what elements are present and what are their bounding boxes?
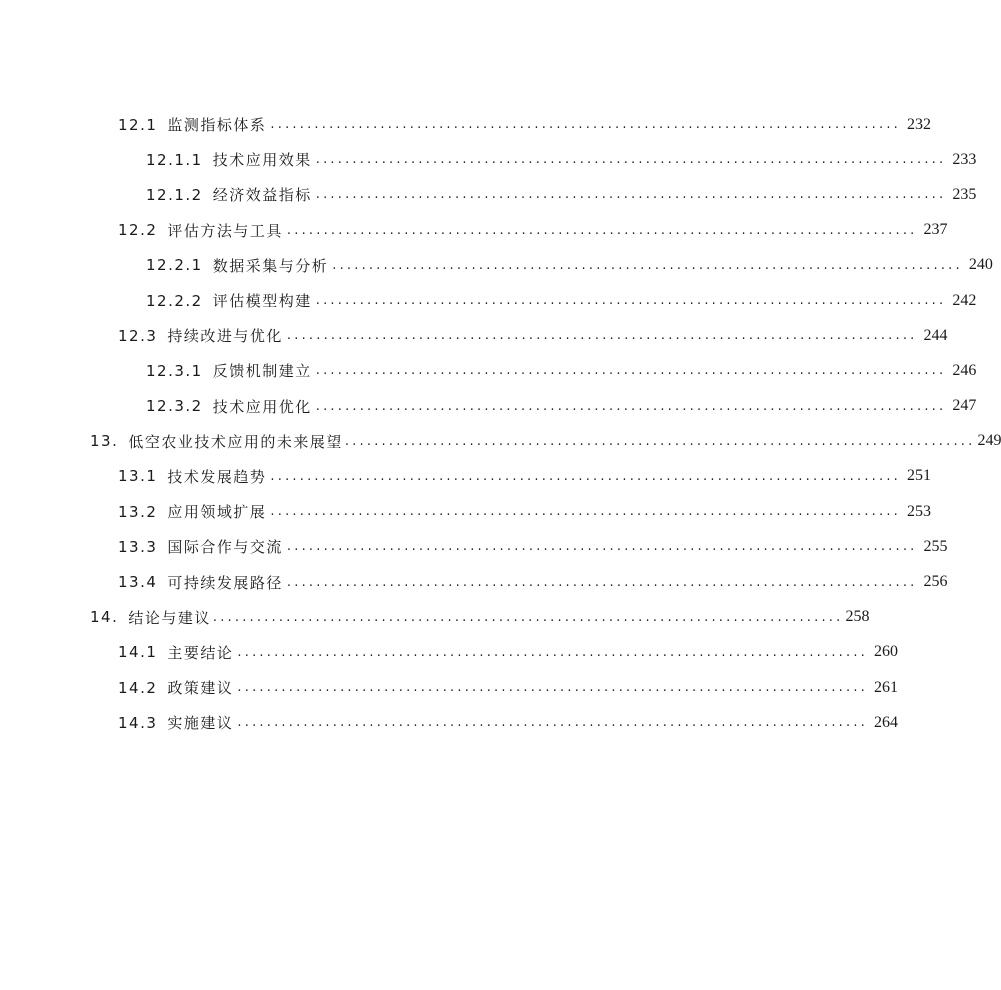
toc-entry-page: 261	[874, 678, 899, 696]
toc-entry-13-1[interactable]	[0, 459, 932, 494]
toc-entry-title: 低空农业技术应用的未来展望	[128, 432, 343, 451]
toc-entry-title: 评估模型构建	[212, 292, 312, 311]
toc-entry-number: 13.3	[118, 537, 158, 556]
toc-entry-number: 12.3.2	[146, 397, 203, 416]
toc-leader-dots: ......................................................................................	[315, 152, 947, 168]
toc-leader-dots: ......................................................................................	[270, 468, 902, 484]
toc-entry-page: 251	[907, 467, 932, 485]
toc-entry-12-3-1[interactable]	[0, 353, 977, 388]
toc-entry-14[interactable]	[0, 600, 870, 635]
toc-entry-page: 244	[923, 326, 948, 344]
toc-entry-page: 232	[907, 115, 932, 133]
toc-leader-dots: ......................................................................................	[286, 539, 918, 555]
toc-entry-number: 12.2	[118, 221, 158, 240]
toc-leader-dots: ......................................................................................	[315, 293, 947, 309]
toc-leader-dots: ......................................................................................	[344, 433, 976, 449]
toc-entry-title: 持续改进与优化	[167, 327, 283, 346]
toc-entry-title: 国际合作与交流	[167, 538, 283, 557]
toc-leader-dots: ......................................................................................	[315, 363, 947, 379]
toc-entry-title: 政策建议	[167, 679, 234, 698]
toc-entry-title: 实施建议	[167, 714, 234, 733]
toc-entry-12-3-2[interactable]	[0, 389, 977, 424]
toc-entry-page: 235	[952, 185, 977, 203]
toc-entry-title: 监测指标体系	[167, 116, 267, 135]
toc-entry-title: 结论与建议	[128, 608, 211, 627]
toc-entry-14-2[interactable]	[0, 670, 899, 705]
toc-entry-title: 数据采集与分析	[212, 256, 329, 275]
toc-leader-dots: ......................................................................................	[286, 222, 918, 238]
toc-entry-title: 技术应用优化	[212, 397, 312, 416]
toc-entry-13-2[interactable]	[0, 494, 932, 529]
toc-entry-12-2-2[interactable]	[0, 283, 977, 318]
toc-entry-number: 12.1	[118, 115, 158, 134]
toc-leader-dots: ......................................................................................	[237, 644, 869, 660]
toc-entry-page: 255	[923, 537, 948, 555]
toc-entry-title: 可持续发展路径	[167, 573, 283, 592]
toc-leader-dots: ......................................................................................	[212, 609, 844, 625]
toc-entry-page: 237	[923, 221, 948, 239]
toc-leader-dots: ......................................................................................	[237, 715, 869, 731]
toc-entry-title: 技术发展趋势	[167, 467, 267, 486]
toc-entry-14-1[interactable]	[0, 635, 899, 670]
table-of-contents	[0, 107, 1001, 740]
toc-leader-dots: ......................................................................................	[332, 257, 963, 273]
toc-entry-12-3[interactable]	[0, 318, 948, 353]
toc-leader-dots: ......................................................................................	[270, 504, 902, 520]
toc-entry-13[interactable]	[0, 424, 1001, 459]
toc-leader-dots: ......................................................................................	[286, 574, 918, 590]
toc-leader-dots: ......................................................................................	[270, 117, 902, 133]
toc-entry-title: 经济效益指标	[212, 186, 312, 205]
toc-entry-number: 13.1	[118, 467, 158, 486]
toc-entry-page: 240	[968, 256, 993, 274]
toc-entry-page: 253	[907, 502, 932, 520]
toc-entry-page: 249	[977, 432, 1001, 450]
toc-entry-title: 评估方法与工具	[167, 221, 283, 240]
toc-leader-dots: ......................................................................................	[315, 398, 947, 414]
toc-leader-dots: ......................................................................................	[315, 187, 947, 203]
toc-entry-number: 14.	[90, 608, 119, 627]
toc-leader-dots: ......................................................................................	[237, 680, 869, 696]
toc-entry-number: 13.2	[118, 502, 158, 521]
toc-entry-number: 12.2.2	[146, 291, 203, 310]
toc-entry-number: 14.3	[118, 713, 158, 732]
toc-entry-number: 12.1.1	[146, 150, 203, 169]
toc-entry-page: 246	[952, 361, 977, 379]
toc-entry-number: 13.4	[118, 573, 158, 592]
toc-entry-page: 264	[874, 713, 899, 731]
toc-entry-page: 233	[952, 150, 977, 168]
toc-entry-12-1[interactable]	[0, 107, 932, 142]
toc-entry-page: 256	[923, 573, 948, 591]
toc-entry-title: 技术应用效果	[212, 151, 312, 170]
toc-entry-number: 13.	[90, 432, 119, 451]
toc-entry-title: 主要结论	[167, 643, 234, 662]
toc-entry-12-2-1[interactable]	[0, 248, 993, 283]
toc-entry-12-1-1[interactable]	[0, 142, 977, 177]
toc-entry-number: 14.1	[118, 643, 158, 662]
toc-entry-12-2[interactable]	[0, 213, 948, 248]
toc-entry-number: 12.2.1	[146, 256, 203, 275]
toc-entry-number: 14.2	[118, 678, 158, 697]
toc-entry-page: 258	[845, 608, 870, 626]
toc-entry-page: 247	[952, 397, 977, 415]
toc-entry-title: 反馈机制建立	[212, 362, 312, 381]
toc-leader-dots: ......................................................................................	[286, 328, 918, 344]
toc-entry-number: 12.1.2	[146, 185, 203, 204]
toc-entry-page: 260	[874, 643, 899, 661]
toc-entry-12-1-2[interactable]	[0, 177, 977, 212]
toc-entry-title: 应用领域扩展	[167, 503, 267, 522]
toc-entry-13-4[interactable]	[0, 564, 948, 599]
toc-entry-13-3[interactable]	[0, 529, 948, 564]
toc-entry-number: 12.3.1	[146, 361, 203, 380]
toc-entry-14-3[interactable]	[0, 705, 899, 740]
toc-entry-page: 242	[952, 291, 977, 309]
toc-entry-number: 12.3	[118, 326, 158, 345]
